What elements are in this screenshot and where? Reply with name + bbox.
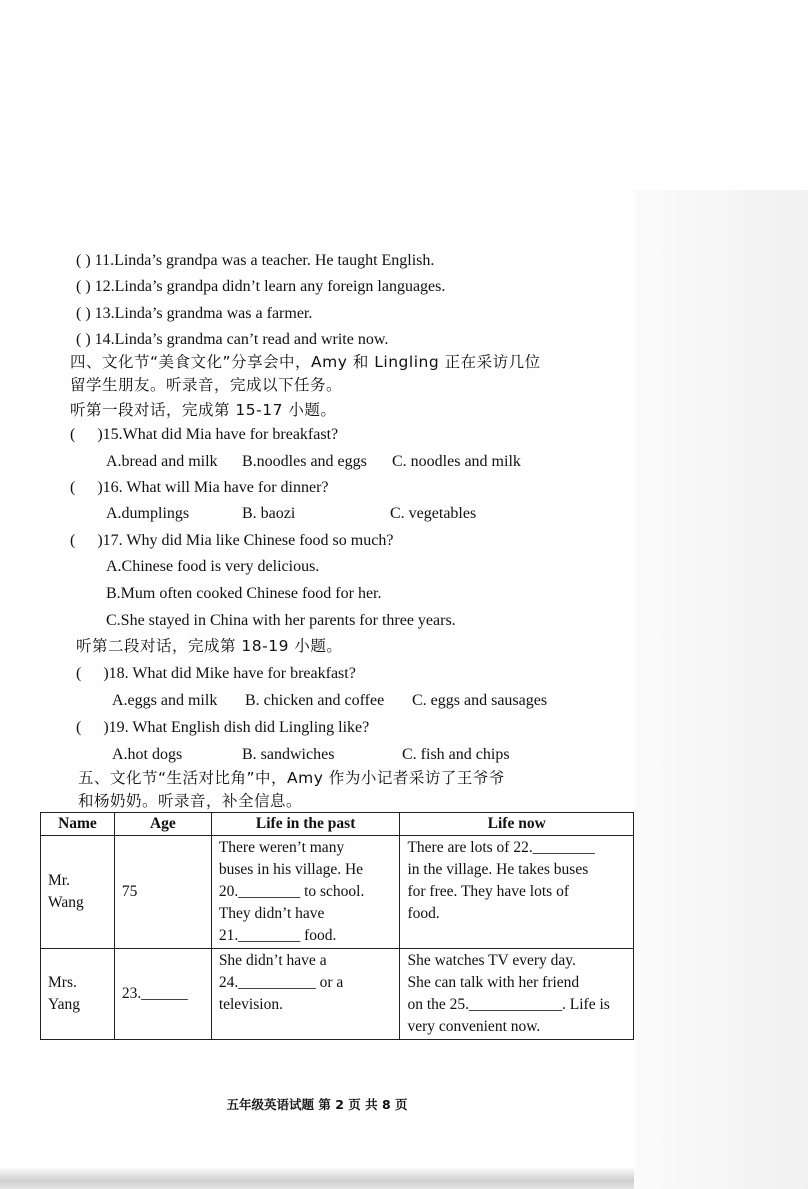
past-line: She didn’t have a [218,952,327,969]
header-age: Age [114,813,211,836]
tf-item-14 [76,330,388,350]
q18-option-c: C. eggs and sausages [412,692,548,709]
header-name: Name [41,813,115,836]
answer-paren[interactable]: ( ) [76,305,91,322]
item-text: 11.Linda’s grandpa was a teacher. He taught English. [94,252,435,269]
now-line: in the village. He takes buses [407,861,589,878]
question-18 [76,664,356,684]
name-line: Mrs. [48,974,77,991]
section4-heading-line2: 留学生朋友。听录音，完成以下任务。 [70,376,343,394]
part2-instruction: 听第二段对话，完成第 18-19 小题。 [76,637,343,655]
name-line: Yang [48,996,81,1013]
scan-background [632,190,808,1189]
tf-item-13 [76,304,312,324]
life-comparison-table [40,812,634,1040]
cell-age: 75 [114,836,211,949]
question-text: )15.What did Mia have for breakfast? [97,426,339,443]
cell-name [41,949,115,1040]
tf-item-12 [76,277,445,297]
past-line: There weren’t many [218,839,345,856]
now-line: food. [407,905,440,922]
q16-option-a: A.dumplings [106,505,190,522]
answer-paren[interactable]: ( ) [76,331,91,348]
q19-option-b: B. sandwiches [242,746,335,763]
now-line: for free. They have lots of [407,883,569,900]
q18-option-a: A.eggs and milk [112,692,218,709]
question-text: )16. What will Mia have for dinner? [97,479,329,496]
item-text: 14.Linda’s grandma can’t read and write now. [94,331,389,348]
now-line: very convenient now. [407,1018,541,1035]
question-text: )18. What did Mike have for breakfast? [103,665,356,682]
page-footer: 五年级英语试题 第 2 页 共 8 页 [226,1097,408,1112]
q16-option-c: C. vegetables [390,505,477,522]
now-line: She watches TV every day. [407,952,576,969]
answer-paren[interactable]: ( [70,479,76,496]
answer-paren[interactable]: ( [76,665,82,682]
blank-22-line[interactable]: There are lots of 22.________ [407,839,595,856]
cell-age-blank-23[interactable]: 23.______ [114,949,211,1040]
q18-option-b: B. chicken and coffee [245,692,385,709]
blank-20-line[interactable]: 20.________ to school. [218,883,365,900]
q17-option-a: A.Chinese food is very delicious. [106,558,320,575]
q15-option-c: C. noodles and milk [392,453,521,470]
answer-paren[interactable]: ( ) [76,278,91,295]
blank-24-line[interactable]: 24.__________ or a [218,974,344,991]
question-17 [70,531,393,551]
blank-25-line[interactable]: on the 25.____________. Life is [407,996,610,1013]
table-header-row [41,813,634,836]
answer-paren[interactable]: ( [76,719,82,736]
q15-option-a: A.bread and milk [106,453,218,470]
answer-paren[interactable]: ( ) [76,252,91,269]
cell-name [41,836,115,949]
blank-21-line[interactable]: 21.________ food. [218,927,337,944]
q16-option-b: B. baozi [242,505,296,522]
scan-shadow [0,1168,634,1189]
q15-option-b: B.noodles and eggs [242,453,367,470]
item-text: 12.Linda’s grandpa didn’t learn any foreign languages. [94,278,446,295]
header-past: Life in the past [211,813,400,836]
section5-heading-line2: 和杨奶奶。听录音，补全信息。 [78,792,303,810]
part1-instruction: 听第一段对话，完成第 15-17 小题。 [70,401,337,419]
table-row [41,836,634,949]
section4-heading-line1: 四、文化节“美食文化”分享会中，Amy 和 Lingling 正在采访几位 [70,353,541,371]
cell-now [400,949,634,1040]
q17-option-b: B.Mum often cooked Chinese food for her. [106,585,382,602]
cell-past [211,836,400,949]
q19-option-c: C. fish and chips [402,746,510,763]
header-now: Life now [400,813,634,836]
question-16 [70,478,329,498]
question-19 [76,718,369,738]
q17-option-c: C.She stayed in China with her parents for three years. [106,612,456,629]
cell-now [400,836,634,949]
question-text: )19. What English dish did Lingling like? [103,719,370,736]
name-line: Wang [48,894,84,911]
item-text: 13.Linda’s grandma was a farmer. [94,305,313,322]
q19-option-a: A.hot dogs [112,746,183,763]
question-text: )17. Why did Mia like Chinese food so much? [97,532,394,549]
past-line: They didn’t have [218,905,325,922]
past-line: television. [218,996,283,1013]
question-15 [70,425,338,445]
tf-item-11 [76,251,434,271]
table-row [41,949,634,1040]
section5-heading-line1: 五、文化节“生活对比角”中，Amy 作为小记者采访了王爷爷 [78,769,505,787]
past-line: buses in his village. He [218,861,364,878]
name-line: Mr. [48,872,70,889]
answer-paren[interactable]: ( [70,532,76,549]
answer-paren[interactable]: ( [70,426,76,443]
cell-past [211,949,400,1040]
now-line: She can talk with her friend [407,974,580,991]
